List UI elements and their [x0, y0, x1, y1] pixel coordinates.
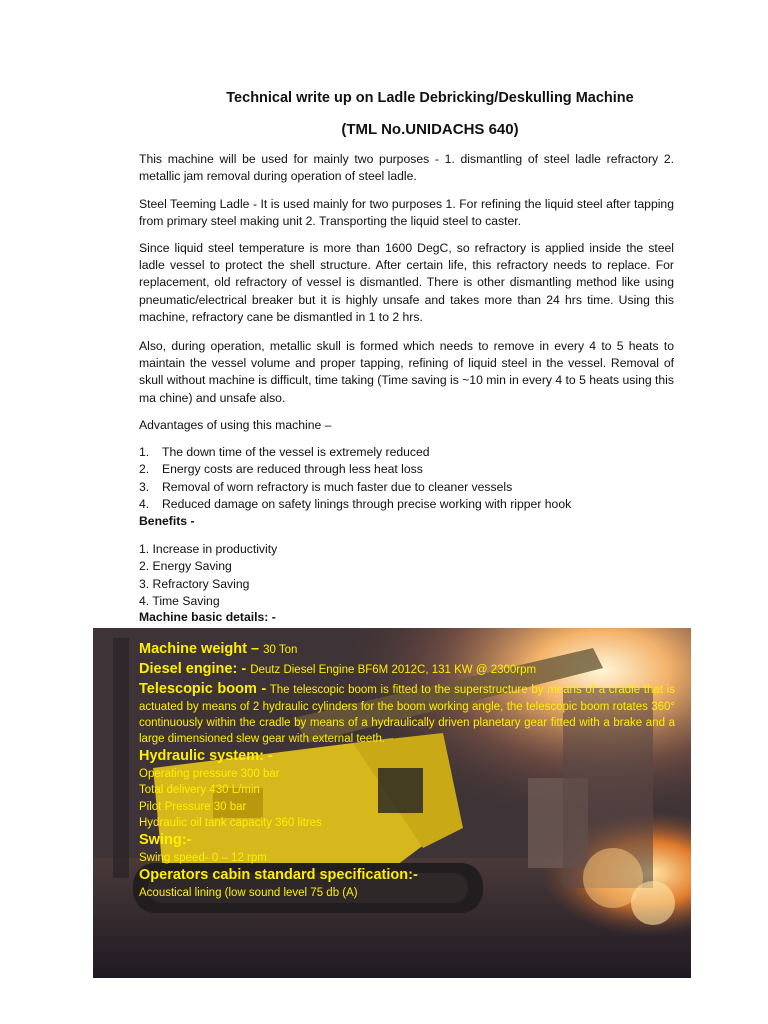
swing-label: Swing:- — [139, 832, 192, 849]
hydraulic-system-label: Hydraulic system: - — [139, 748, 273, 764]
hydraulic-line: Total delivery 430 L/min — [139, 784, 260, 797]
cabin-spec-value: Acoustical lining (low sound level 75 db (A) — [139, 887, 358, 900]
list-item: 4. Reduced damage on safety linings through precise working with ripper hook — [139, 497, 572, 512]
refractory-paragraph: Since liquid steel temperature is more than 1600 DegC, so refractory is applied inside the steel ladle vessel to protect the shell structure. After certain life, this refractory needs to replace. For replacement, old refractory of vessel is dismantled. There is other dismantling method like using pneumatic/electrical breaker but it is highly unsafe and takes more than 24 hrs time. Using this machine, refractory cane be dismantled in 1 to 2 hrs. — [139, 241, 674, 324]
list-item: 2. Energy costs are reduced through less heat loss — [139, 462, 423, 477]
machine-details-heading: Machine basic details: - — [139, 610, 276, 624]
list-item: 1. Increase in productivity — [139, 542, 278, 556]
diesel-engine-row — [139, 660, 675, 680]
machine-weight-value: 30 Ton — [263, 644, 298, 656]
swing-value: Swing speed- 0 – 12 rpm — [139, 852, 267, 865]
machine-weight-label: Machine weight – — [139, 641, 260, 657]
telescopic-boom-label: Telescopic boom - — [139, 681, 267, 697]
list-item: 3. Refractory Saving — [139, 576, 250, 591]
diesel-engine-label: Diesel engine: - — [139, 661, 247, 677]
telescopic-boom-value: The telescopic boom is fitted to the superstructure by means of a cradle that is actuated by means of 2 hydraulic cylinders for the boom working angle, the telescopic boom rotates 360° continuously within the cradle by means of a hydraulically driven planetary gear fitted with a brake and a large dimensioned slew gear with external teeth. — [139, 684, 675, 745]
list-item: 1. The down time of the vessel is extremely reduced — [139, 445, 430, 459]
hydraulic-line: Pilot Pressure 30 bar — [139, 800, 247, 813]
hydraulic-line: Operating pressure 300 bar — [139, 768, 280, 780]
cabin-spec-label: Operators cabin standard specification:- — [139, 867, 418, 884]
steel-teeming-paragraph: Steel Teeming Ladle - It is used mainly for two purposes 1. For refining the liquid steel after tapping from primary steel making unit 2. Transporting the liquid steel to caster. — [139, 197, 674, 229]
hydraulic-line: Hydraulic oil tank capacity 360 litres — [139, 816, 322, 829]
skull-paragraph: Also, during operation, metallic skull is formed which needs to remove in every 4 to 5 heats to maintain the vessel volume and proper tapping, refining of liquid steel in the vessel. Removal of skull without machine is difficult, time taking (Time saving is ~10 min in every 4 to 5 heats using this ma chine) and unsafe also. — [139, 339, 674, 405]
benefits-heading: Benefits - — [139, 514, 195, 528]
advantages-heading: Advantages of using this machine – — [139, 418, 332, 432]
intro-paragraph: This machine will be used for mainly two purposes - 1. dismantling of steel ladle refractory 2. metallic jam removal during operation of steel ladle. — [139, 152, 674, 184]
machine-weight-row — [139, 640, 675, 660]
machine-details-overlay — [139, 640, 675, 902]
machine-photo — [93, 628, 691, 978]
list-item: 4. Time Saving — [139, 594, 220, 609]
list-item: 3. Removal of worn refractory is much faster due to cleaner vessels — [139, 479, 513, 494]
document-title: Technical write up on Ladle Debricking/Deskulling Machine — [226, 90, 634, 106]
list-item: 2. Energy Saving — [139, 559, 232, 574]
diesel-engine-value: Deutz Diesel Engine BF6M 2012C, 131 KW @ 2300rpm — [250, 664, 537, 676]
advantages-list — [139, 444, 699, 514]
document-subtitle: (TML No.UNIDACHS 640) — [341, 121, 519, 138]
benefits-list — [139, 541, 277, 611]
telescopic-boom-row — [139, 680, 675, 747]
